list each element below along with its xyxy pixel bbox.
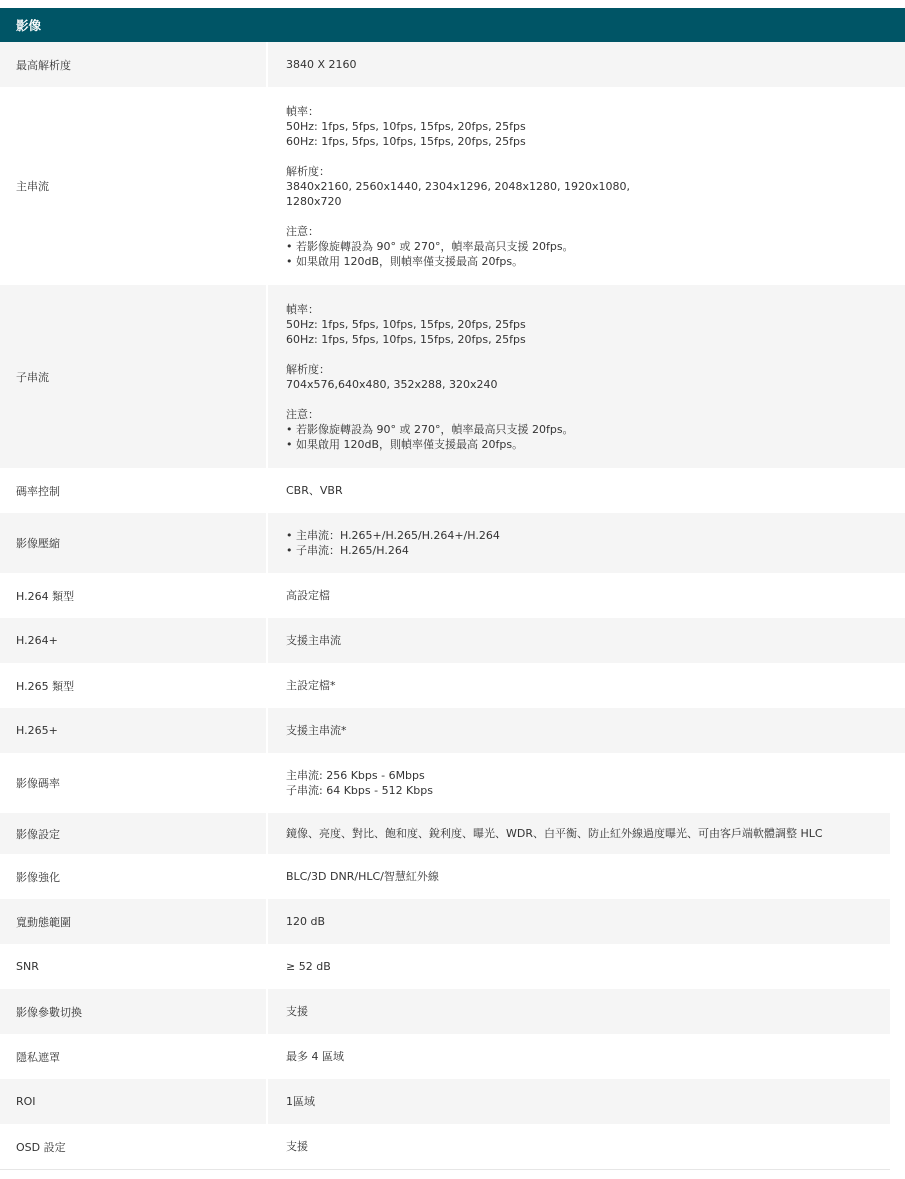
value-line: 幀率： <box>286 302 319 316</box>
value-line: 1280x720 <box>286 194 342 208</box>
value-line: 主設定檔* <box>286 679 336 692</box>
value-line: 注意： <box>286 407 319 421</box>
table-row <box>0 513 905 573</box>
table-row <box>0 813 890 854</box>
table-row <box>0 87 905 285</box>
table-row <box>0 1079 890 1124</box>
value-line: 解析度： <box>286 164 330 178</box>
table-row <box>0 42 905 87</box>
line-gap <box>286 149 905 164</box>
value-line: 3840 X 2160 <box>286 58 357 71</box>
row-value <box>268 513 905 573</box>
row-value <box>268 285 905 468</box>
table-row <box>0 1124 890 1169</box>
row-label: 子串流 <box>0 285 268 468</box>
row-value <box>268 708 905 753</box>
row-value <box>268 87 905 285</box>
row-value <box>268 663 905 708</box>
line-gap <box>286 392 905 407</box>
value-line: • 子串流：H.265/H.264 <box>286 544 409 557</box>
table-row <box>0 1034 890 1079</box>
row-label: SNR <box>0 944 268 989</box>
row-value <box>268 944 890 989</box>
value-line: • 主串流：H.265+/H.265/H.264+/H.264 <box>286 529 500 542</box>
row-label: H.264+ <box>0 618 268 663</box>
table-row <box>0 899 890 944</box>
row-value <box>268 753 905 813</box>
row-value <box>268 813 890 854</box>
value-line: 支援 <box>286 1140 308 1153</box>
row-label: ROI <box>0 1079 268 1124</box>
value-line: 主串流: 256 Kbps - 6Mbps <box>286 769 425 782</box>
value-line: • 若影像旋轉設為 90° 或 270°，幀率最高只支援 20fps。 <box>286 422 574 436</box>
row-label: H.265+ <box>0 708 268 753</box>
table-row <box>0 854 890 899</box>
value-line: 注意： <box>286 224 319 238</box>
table-row <box>0 285 905 468</box>
row-label: 碼率控制 <box>0 468 268 513</box>
row-value <box>268 42 905 87</box>
row-label: 影像強化 <box>0 854 268 899</box>
value-line: 支援主串流 <box>286 634 341 647</box>
section-header <box>0 8 905 42</box>
value-line: 120 dB <box>286 915 326 928</box>
row-label: 影像碼率 <box>0 753 268 813</box>
row-value <box>268 468 905 513</box>
row-label: 影像參數切換 <box>0 989 268 1034</box>
value-line: 支援主串流* <box>286 724 347 737</box>
spec-table <box>0 8 905 1169</box>
table-row <box>0 468 905 513</box>
value-line: 解析度： <box>286 362 330 376</box>
row-value <box>268 1124 890 1169</box>
value-line: 60Hz: 1fps, 5fps, 10fps, 15fps, 20fps, 25fps <box>286 332 526 346</box>
row-label: 影像壓縮 <box>0 513 268 573</box>
value-line: 子串流: 64 Kbps - 512 Kbps <box>286 784 433 797</box>
value-line: ≥ 52 dB <box>286 960 331 973</box>
row-label: 影像設定 <box>0 813 268 854</box>
row-label: 隱私遮罩 <box>0 1034 268 1079</box>
value-line: • 如果啟用 120dB，則幀率僅支援最高 20fps。 <box>286 254 524 268</box>
table-row <box>0 708 905 753</box>
value-line: CBR、VBR <box>286 484 343 497</box>
line-gap <box>286 209 905 224</box>
row-value <box>268 899 890 944</box>
value-line: 3840x2160, 2560x1440, 2304x1296, 2048x1280, 1920x1080, <box>286 179 630 193</box>
row-value <box>268 1079 890 1124</box>
value-line: 50Hz: 1fps, 5fps, 10fps, 15fps, 20fps, 25fps <box>286 119 526 133</box>
table-row <box>0 663 905 708</box>
row-label: H.264 類型 <box>0 573 268 618</box>
table-row <box>0 573 905 618</box>
table-row <box>0 618 905 663</box>
value-line: • 如果啟用 120dB，則幀率僅支援最高 20fps。 <box>286 437 524 451</box>
row-label: 主串流 <box>0 87 268 285</box>
value-line: 幀率： <box>286 104 319 118</box>
row-value <box>268 573 905 618</box>
value-line: 1區域 <box>286 1095 315 1108</box>
section-title: 影像 <box>16 18 42 33</box>
row-value <box>268 1034 890 1079</box>
value-line: 鏡像、亮度、對比、飽和度、銳利度、曝光、WDR、白平衡、防止紅外線過度曝光、可由客戶端軟體調整 HLC <box>286 827 823 840</box>
table-row <box>0 753 905 813</box>
table-bottom-divider <box>0 1169 890 1170</box>
row-label: H.265 類型 <box>0 663 268 708</box>
line-gap <box>286 347 905 362</box>
value-line: BLC/3D DNR/HLC/智慧紅外線 <box>286 870 439 883</box>
row-label: 最高解析度 <box>0 42 268 87</box>
value-line: 支援 <box>286 1005 308 1018</box>
row-label: OSD 設定 <box>0 1124 268 1169</box>
row-value <box>268 854 890 899</box>
row-value <box>268 989 890 1034</box>
row-value <box>268 618 905 663</box>
table-row <box>0 944 890 989</box>
spec-rows <box>0 42 905 1169</box>
row-label: 寬動態範圍 <box>0 899 268 944</box>
value-line: 704x576,640x480, 352x288, 320x240 <box>286 377 498 391</box>
value-line: 高設定檔 <box>286 589 330 602</box>
value-line: 50Hz: 1fps, 5fps, 10fps, 15fps, 20fps, 25fps <box>286 317 526 331</box>
value-line: 60Hz: 1fps, 5fps, 10fps, 15fps, 20fps, 25fps <box>286 134 526 148</box>
value-line: 最多 4 區域 <box>286 1050 344 1063</box>
table-row <box>0 989 890 1034</box>
value-line: • 若影像旋轉設為 90° 或 270°，幀率最高只支援 20fps。 <box>286 239 574 253</box>
